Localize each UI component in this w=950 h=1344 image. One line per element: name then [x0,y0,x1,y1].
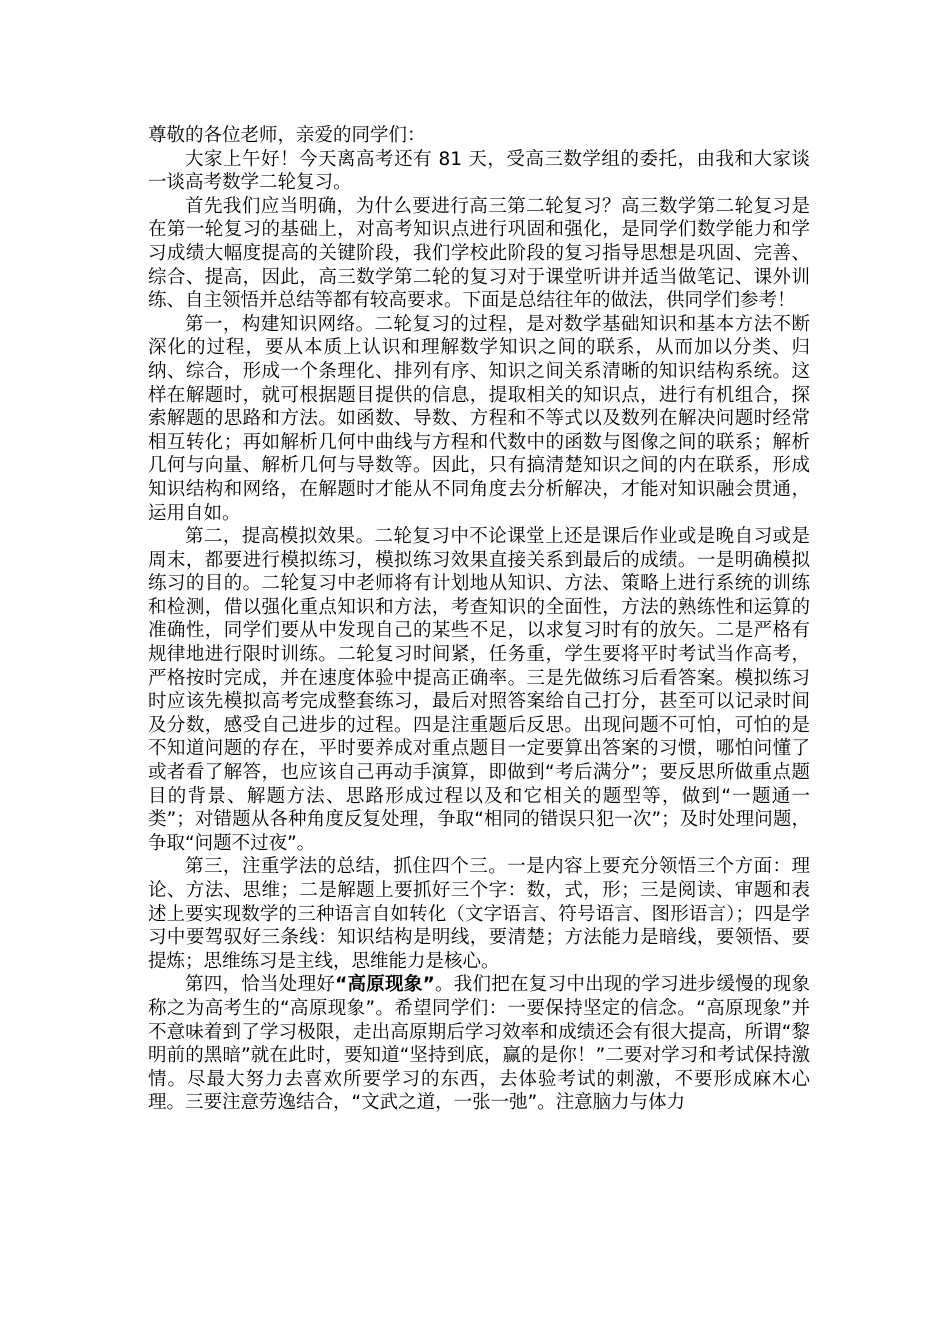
document-page [148,124,810,1115]
paragraph-knowledge-network: 第一，构建知识网络。二轮复习的过程，是对数学基础知识和基本方法不断深化的过程，要从本质上认识和理解数学知识之间的联系，从而加以分类、归纳、综合，形成一个条理化、排列有序、知识之间关系清晰的知识结构系统。这样在解题时，就可根据题目提供的信息，提取相关的知识点，进行有机组合，探索解题的思路和方法。如函数、导数、方程和不等式以及数列在解决问题时经常相互转化；再如解析几何中曲线与方程和代数中的函数与图像之间的联系；解析几何与向量、解析几何与导数等。因此，只有搞清楚知识之间的内在联系，形成知识结构和网络，在解题时才能从不同角度去分析解决，才能对知识融会贯通，运用自如。 [148,313,810,524]
paragraph-plateau [148,973,810,1115]
plateau-lead-text: 第四，恰当处理好 [185,974,336,996]
paragraph-purpose: 首先我们应当明确，为什么要进行高三第二轮复习？高三数学第二轮复习是在第一轮复习的基础上，对高考知识点进行巩固和强化，是同学们数学能力和学习成绩大幅度提高的关键阶段，我们学校此阶段的复习指导思想是巩固、完善、综合、提高，因此，高三数学第二轮的复习对于课堂听讲并适当做笔记、课外训练、自主领悟并总结等都有较高要求。下面是总结往年的做法，供同学们参考！ [148,195,810,312]
plateau-body-text: 。我们把在复习中出现的学习进步缓慢的现象称之为高考生的“高原现象”。希望同学们：一要保持坚定的信念。“高原现象”并不意味着到了学习极限，走出高原期后学习效率和成绩还会有很大提高，所谓“黎明前的黑暗”就在此时，要知道“坚持到底，赢的是你！”二要对学习和考试保持激情。尽最大努力去喜欢所要学习的东西，去体验考试的刺激，不要形成麻木心理。三要注意劳逸结合，“文武之道，一张一弛”。注意脑力与体力 [148,974,810,1114]
paragraph-opening: 大家上午好！今天离高考还有 81 天，受高三数学组的委托，由我和大家谈一谈高考数学二轮复习。 [148,148,810,194]
paragraph-study-methods: 第三，注重学法的总结，抓住四个三。一是内容上要充分领悟三个方面：理论、方法、思维；二是解题上要抓好三个字：数，式，形；三是阅读、审题和表述上要实现数学的三种语言自如转化（文字语言、符号语言、图形语言）；四是学习中要驾驭好三条线：知识结构是明线，要清楚；方法能力是暗线，要领悟、要提炼；思维练习是主线，思维能力是核心。 [148,856,810,972]
greeting-line: 尊敬的各位老师，亲爱的同学们： [148,125,426,146]
paragraph-mock-practice: 第二，提高模拟效果。二轮复习中不论课堂上还是课后作业或是晚自习或是周末，都要进行模拟练习，模拟练习效果直接关系到最后的成绩。一是明确模拟练习的目的。二轮复习中老师将有计划地从知识、方法、策略上进行系统的训练和检测，借以强化重点知识和方法，考查知识的全面性，方法的熟练性和运算的准确性，同学们要从中发现自己的某些不足，以求复习时有的放矢。二是严格有规律地进行限时训练。二轮复习时间紧，任务重，学生要将平时考试当作高考，严格按时完成，并在速度体验中提高正确率。三是先做练习后看答案。模拟练习时应该先模拟高考完成整套练习，最后对照答案给自己打分，甚至可以记录时间及分数，感受自己进步的过程。四是注重题后反思。出现问题不可怕，可怕的是不知道问题的存在，平时要养成对重点题目一定要算出答案的习惯，哪怕问懂了或者看了解答，也应该自己再动手演算，即做到“考后满分”；要反思所做重点题目的背景、解题方法、思路形成过程以及和它相关的题型等，做到“一题通一类”；对错题从各种角度反复处理，争取“相同的错误只犯一次”；及时处理问题，争取“问题不过夜”。 [148,526,810,854]
plateau-bold-term: “高原现象” [335,974,435,996]
